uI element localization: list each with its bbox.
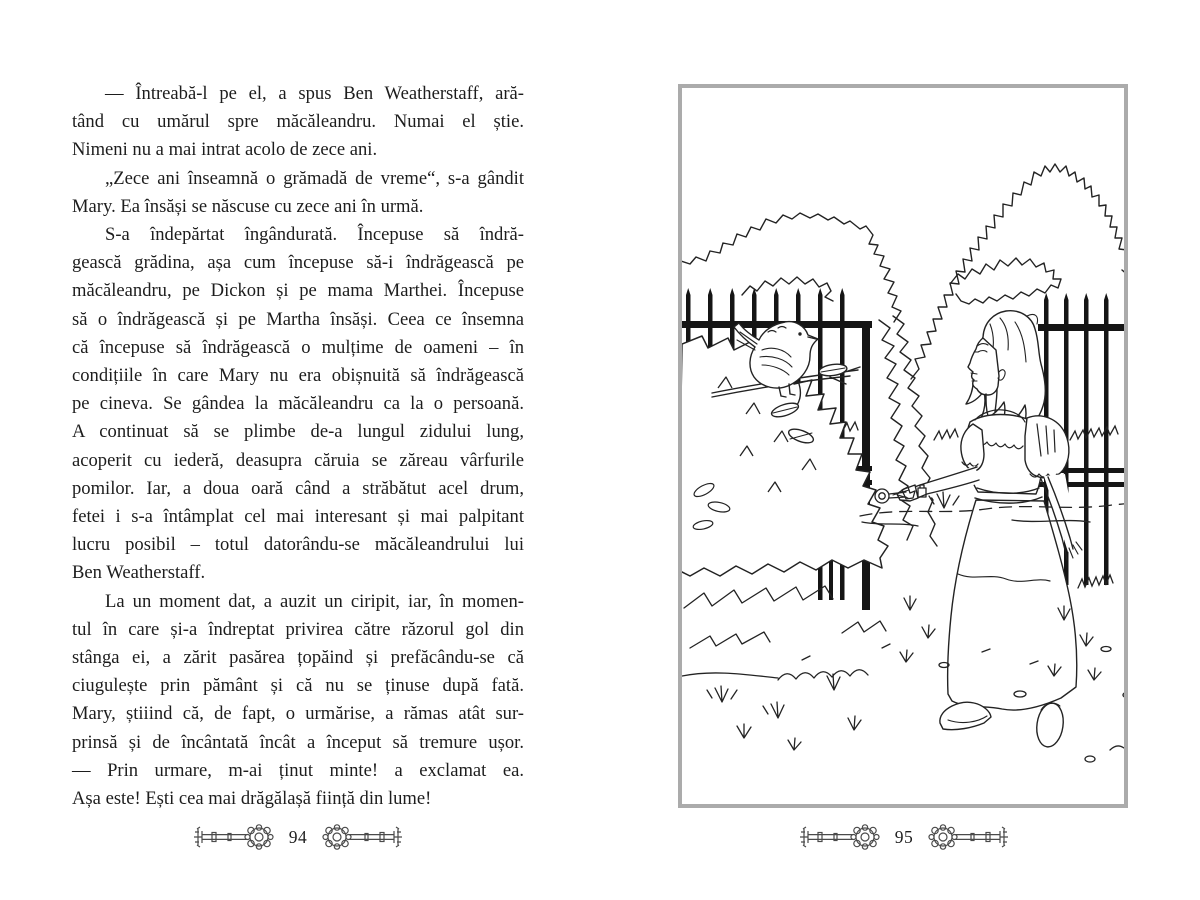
key-ornament-left-icon [192, 824, 280, 850]
text-line: ciugulește prin pământ și că nu se ținuse după fată. [72, 675, 524, 697]
key-ornament-right-icon [922, 824, 1010, 850]
body-text [72, 80, 524, 813]
page-left [72, 0, 524, 900]
illustration-frame [678, 84, 1128, 808]
garden-illustration [682, 88, 1124, 804]
text-line: fetei i s-a întâmplat cel mai interesant și mai palpitant [72, 506, 524, 528]
text-line: — Întreabă-l pe el, a spus Ben Weatherstaff, ară- [105, 83, 524, 104]
page-number-left: 94 [288, 826, 308, 847]
page-number-right: 95 [894, 826, 914, 847]
text-line: Nimeni nu a mai intrat acolo de zece ani. [72, 139, 378, 161]
paragraph [72, 80, 524, 165]
text-line: acoperit cu iederă, deasupra căruia se zăreau vârfurile [72, 449, 524, 471]
text-line: că începuse să îndrăgească o mulțime de oameni – în [72, 336, 524, 358]
key-ornament-right-icon [316, 824, 404, 850]
text-line: S-a îndepărtat îngândurată. Începuse să îndră- [105, 224, 524, 246]
text-line: pe cineva. Se gândea la măcăleandru ca la o persoană. [72, 393, 524, 415]
text-line: tul în care și-a îndreptat privirea către răzorul gol din [72, 618, 524, 640]
page-footer-left [72, 822, 524, 852]
text-line: să o îndrăgească și pe Martha însăși. Ceea ce însemna [72, 308, 524, 330]
text-line: lucru posibil – totul datorându-se măcăleandrului lui [72, 534, 524, 556]
text-line: A continuat să se plimbe de-a lungul zidului lung, [72, 421, 524, 443]
page-footer-right [678, 822, 1130, 852]
paragraph [72, 165, 524, 221]
text-line: stânga ei, a zărit pasărea țopăind și prefăcându-se că [72, 647, 524, 669]
key-ornament-left-icon [798, 824, 886, 850]
text-line: „Zece ani înseamnă o grămadă de vreme“, s-a gândit [105, 167, 524, 189]
text-line: La un moment dat, a auzit un ciripit, iar, în momen- [105, 590, 524, 612]
text-line: Mary. Ea însăși se născuse cu zece ani în urmă. [72, 195, 424, 217]
text-line: Mary, știiind că, de fapt, o urmărise, a rămas atât sur- [72, 703, 524, 725]
page-right [678, 0, 1130, 900]
text-line: Ben Weatherstaff. [72, 562, 206, 584]
text-line: — Prin urmare, m-ai ținut minte! a exclamat ea. [72, 759, 524, 781]
text-line: prinsă și de încântată încât a început să tremure ușor. [72, 731, 524, 753]
text-line: Așa este! Ești cea mai drăgălașă ființă din lume! [72, 788, 432, 810]
text-line: condițiile în care Mary nu era obișnuită să îndrăgească [72, 365, 524, 387]
text-line: pomilor. Iar, a doua oară când a străbătut acel drum, [72, 477, 524, 499]
text-line: gească grădina, așa cum începuse să-i îndrăgească pe [72, 252, 524, 274]
paragraph [72, 221, 524, 588]
paragraph [72, 588, 524, 814]
text-line: măcăleandru, pe Dickon și pe mama Marthei. Începuse [72, 280, 524, 302]
text-line: tând cu umărul spre măcăleandru. Numai el știe. [72, 111, 524, 133]
